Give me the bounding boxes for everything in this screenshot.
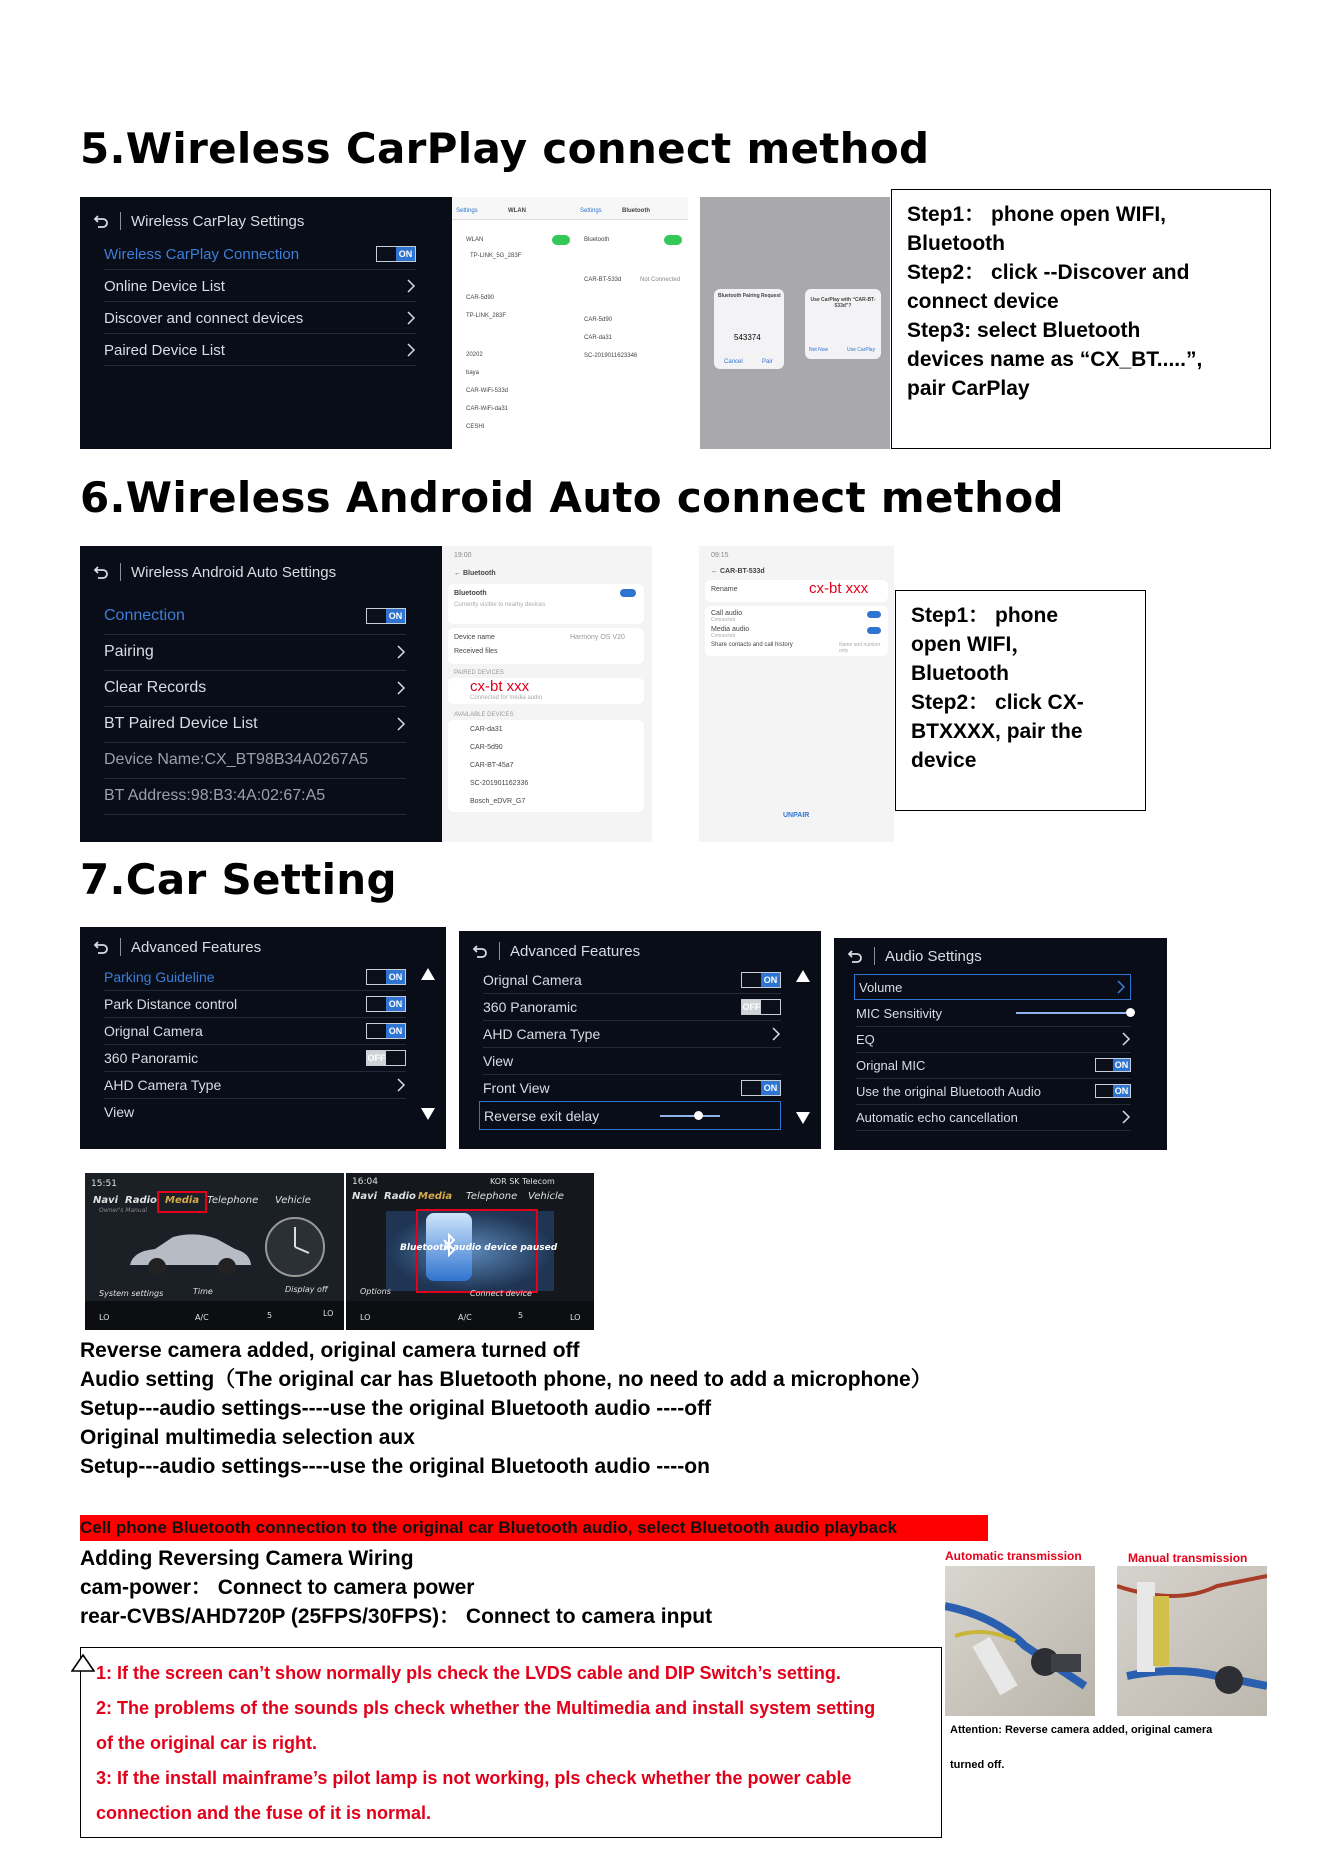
cancel-button[interactable]: Cancel xyxy=(724,359,743,365)
pairing-code: 543374 xyxy=(734,333,761,342)
panel-title-bar xyxy=(471,937,640,965)
bluetooth-toggle[interactable] xyxy=(664,235,682,245)
menu-vehicle[interactable]: Vehicle xyxy=(275,1195,311,1206)
orignal-camera-toggle[interactable]: ON xyxy=(366,1023,406,1039)
scroll-up-icon[interactable] xyxy=(795,969,811,983)
original-bt-audio-row[interactable]: Use the original Bluetooth Audio ON xyxy=(856,1078,1131,1105)
advanced-features-panel-1 xyxy=(80,927,446,1149)
step-line: BTXXXX, pair the xyxy=(911,720,1083,743)
list-item[interactable]: CAR-da31 xyxy=(470,726,503,733)
list-item[interactable]: CAR-WiFi-da31 xyxy=(466,406,509,412)
panel-title-bar xyxy=(92,933,261,961)
call-audio-row[interactable]: Call audio xyxy=(711,610,743,617)
note-line: Setup---audio settings----use the original Bluetooth audio ----off xyxy=(80,1397,712,1420)
ios-bluetooth-screenshot xyxy=(576,197,688,449)
step-line: Bluetooth xyxy=(911,662,1009,685)
display-off-button[interactable]: Display off xyxy=(285,1285,328,1294)
chevron-right-icon xyxy=(406,279,416,293)
step-line: open WIFI， xyxy=(911,633,1033,656)
step-line: Step2： click CX- xyxy=(911,691,1084,714)
orignal-camera-row[interactable]: Orignal Camera ON xyxy=(483,966,781,994)
park-distance-row[interactable]: Park Distance control ON xyxy=(104,990,406,1018)
list-item[interactable]: TP-LINK_5G_283F xyxy=(470,253,522,259)
car-media-screen-1: 15:51 Navi Radio Media Telephone Vehicle Owner's Manual System settings Time Display off LO A/C 5 LO xyxy=(85,1173,344,1330)
device-name-value: Harmony OS V20 xyxy=(570,634,625,641)
manual-transmission-label: Manual transmission xyxy=(1128,1551,1248,1565)
manual-transmission-wire-photo xyxy=(1117,1566,1267,1716)
chevron-right-icon xyxy=(396,681,406,695)
carplay-settings-panel xyxy=(80,197,452,449)
auto-transmission-wire-photo xyxy=(945,1566,1095,1716)
step-line: Step1： phone open WIFI, xyxy=(907,203,1166,226)
status-time: 19:00 xyxy=(454,552,472,559)
ios-wlan-screenshot xyxy=(452,197,576,449)
list-item[interactable]: CAR-WiFi-533d xyxy=(466,388,509,394)
visibility-text: Currently visible to nearby devices xyxy=(454,602,546,608)
volume-row[interactable]: Volume xyxy=(854,974,1131,1000)
paired-device-status: Connected for media audio xyxy=(470,695,543,701)
panel-title: Wireless Android Auto Settings xyxy=(131,563,337,581)
chevron-right-icon xyxy=(1121,1032,1131,1046)
status-time: 09:15 xyxy=(711,552,729,559)
front-view-toggle[interactable]: ON xyxy=(741,1080,781,1096)
nav-title: Bluetooth xyxy=(622,208,650,214)
note-line: Setup---audio settings----use the original Bluetooth audio ----on xyxy=(80,1455,710,1478)
panel-title-bar xyxy=(92,207,304,235)
list-item[interactable]: SC-201901162336 xyxy=(470,780,529,787)
panel-title-bar xyxy=(846,942,982,970)
online-device-list-row[interactable]: Online Device List xyxy=(104,271,416,302)
warning-line: 1: If the screen can’t show normally pls check the LVDS cable and DIP Switch’s setting. xyxy=(96,1663,841,1683)
menu-telephone[interactable]: Telephone xyxy=(466,1191,518,1202)
android-device-detail-screenshot: 09:15 ← CAR-BT-533d Rename cx-bt xxx Call audio Connected Media audio Connected Share contacts and call history Name and number only UNPAIR xyxy=(699,546,894,842)
front-view-row[interactable]: Front View ON xyxy=(483,1074,781,1102)
orignal-camera-row[interactable]: Orignal Camera ON xyxy=(104,1017,406,1045)
clock-dial-icon xyxy=(263,1215,327,1279)
carrier-text: KOR SK Telecom xyxy=(490,1177,555,1186)
list-item[interactable]: CAR-5d90 xyxy=(470,744,503,751)
section-header: PAIRED DEVICES xyxy=(454,670,504,676)
share-contacts-row[interactable]: Share contacts and call history xyxy=(711,642,793,648)
paired-device-list-row[interactable]: Paired Device List xyxy=(104,335,416,366)
panel-title: Audio Settings xyxy=(885,947,982,965)
connect-device-button[interactable]: Connect device xyxy=(470,1289,532,1298)
paired-device-name[interactable]: cx-bt xxx xyxy=(470,678,530,695)
park-distance-toggle[interactable]: ON xyxy=(366,996,406,1012)
media-audio-row[interactable]: Media audio xyxy=(711,626,750,633)
echo-cancellation-row[interactable]: Automatic echo cancellation xyxy=(856,1104,1131,1131)
menu-media[interactable]: Media xyxy=(418,1191,453,1202)
list-item[interactable]: CESHI xyxy=(466,424,485,430)
back-link[interactable]: Settings xyxy=(456,208,478,214)
back-icon[interactable] xyxy=(92,938,110,956)
warning-line: 3: If the install mainframe’s pilot lamp is not working, pls check whether the power cable xyxy=(96,1768,852,1788)
ahd-camera-type-row[interactable]: AHD Camera Type xyxy=(483,1020,781,1048)
step-line: pair CarPlay xyxy=(907,377,1030,400)
list-item[interactable]: Bosch_eDVR_G7 xyxy=(470,798,526,805)
chevron-right-icon xyxy=(396,717,406,731)
wiring-line: Adding Reversing Camera Wiring xyxy=(80,1547,414,1570)
warning-box xyxy=(80,1647,942,1838)
attention-note-2: turned off. xyxy=(950,1759,1005,1771)
orignal-mic-row[interactable]: Orignal MIC ON xyxy=(856,1052,1131,1079)
back-icon[interactable] xyxy=(846,947,864,965)
pairing-alert xyxy=(714,289,784,369)
scroll-up-icon[interactable] xyxy=(420,967,436,981)
carplay-steps-box xyxy=(891,189,1271,449)
alert-title: Bluetooth Pairing Request xyxy=(718,293,781,299)
menu-radio[interactable]: Radio xyxy=(384,1191,416,1202)
system-settings-button[interactable]: System settings xyxy=(99,1289,164,1298)
pairing-row[interactable]: Pairing xyxy=(104,634,406,671)
note-line: Original multimedia selection aux xyxy=(80,1426,415,1449)
mic-sensitivity-slider[interactable] xyxy=(1016,1012,1131,1014)
panoramic-toggle[interactable]: OFF xyxy=(741,999,781,1015)
warning-line: of the original car is right. xyxy=(96,1733,318,1753)
note-line: Reverse camera added, original camera turned off xyxy=(80,1339,580,1362)
device-name-row: Device Name:CX_BT98B34A0267A5 xyxy=(104,742,406,779)
audio-settings-panel xyxy=(834,938,1167,1150)
panel-title-bar xyxy=(92,558,336,586)
connection-row[interactable]: Connection ON xyxy=(104,598,406,635)
ios-pairing-screenshot xyxy=(700,197,795,449)
parking-guideline-toggle[interactable]: ON xyxy=(366,969,406,985)
chevron-right-icon xyxy=(1121,1110,1131,1124)
clock: 15:51 xyxy=(91,1179,117,1189)
discover-devices-row[interactable]: Discover and connect devices xyxy=(104,303,416,334)
panel-title: Wireless CarPlay Settings xyxy=(131,212,305,230)
menu-media[interactable]: Media xyxy=(165,1195,200,1206)
list-item: WLAN xyxy=(466,237,484,243)
wireless-carplay-toggle[interactable]: ON xyxy=(376,246,416,262)
connection-toggle[interactable]: ON xyxy=(366,608,406,624)
view-row[interactable]: View xyxy=(483,1047,781,1075)
warning-line: connection and the fuse of it is normal. xyxy=(96,1803,432,1823)
step-line: device xyxy=(911,749,977,772)
advanced-features-panel-2 xyxy=(459,931,821,1149)
screen-title: ← Bluetooth xyxy=(454,570,496,577)
menu-navi[interactable]: Navi xyxy=(352,1191,378,1202)
android-auto-settings-panel xyxy=(80,546,442,842)
panoramic-toggle[interactable]: OFF xyxy=(366,1050,406,1066)
unpair-button[interactable]: UNPAIR xyxy=(783,812,810,819)
section-6-title: 6.Wireless Android Auto connect method xyxy=(80,473,1064,522)
setting-notes xyxy=(80,1336,1040,1481)
original-bt-audio-toggle[interactable]: ON xyxy=(1095,1084,1131,1098)
chevron-right-icon xyxy=(406,311,416,325)
screen-title: ← CAR-BT-533d xyxy=(711,568,765,575)
step-line: Step1： phone xyxy=(911,604,1059,627)
bluetooth-toggle[interactable] xyxy=(620,589,636,597)
menu-navi[interactable]: Navi xyxy=(93,1195,119,1206)
attention-note-1: Attention: Reverse camera added, original camera xyxy=(950,1724,1213,1736)
panoramic-row[interactable]: 360 Panoramic OFF xyxy=(104,1044,406,1072)
list-item[interactable]: SC-2019011623346 xyxy=(584,353,638,359)
car-illustration-icon xyxy=(125,1221,255,1279)
section-header: AVAILABLE DEVICES xyxy=(454,712,514,718)
chevron-right-icon xyxy=(1116,980,1126,994)
step-line: devices name as “CX_BT.....”, xyxy=(907,348,1203,371)
wiring-line: rear-CVBS/AHD720P (25FPS/30FPS)： Connect to camera input xyxy=(80,1605,713,1628)
wiring-notes xyxy=(80,1544,940,1631)
highlight-note: Cell phone Bluetooth connection to the original car Bluetooth audio, select Bluetooth audio playback xyxy=(80,1515,988,1541)
list-item[interactable]: CAR-5d90 xyxy=(584,317,613,323)
note-line: Audio setting（The original car has Bluetooth phone, no need to add a microphone） xyxy=(80,1368,932,1391)
wiring-line: cam-power： Connect to camera power xyxy=(80,1576,475,1599)
step-line: Step2： click --Discover and xyxy=(907,261,1190,284)
playback-status: Bluetooth audio device paused xyxy=(400,1243,558,1253)
menu-telephone[interactable]: Telephone xyxy=(207,1195,259,1206)
received-files[interactable]: Received files xyxy=(454,648,498,655)
panel-title: Advanced Features xyxy=(131,938,262,956)
step-line: connect device xyxy=(907,290,1059,313)
warning-triangle-icon xyxy=(71,1654,95,1672)
ahd-camera-type-row[interactable]: AHD Camera Type xyxy=(104,1071,406,1099)
bt-paired-device-list-row[interactable]: BT Paired Device List xyxy=(104,706,406,743)
alert-title: Use CarPlay with “CAR-BT-533d”? xyxy=(810,297,876,309)
rename-label[interactable]: Rename xyxy=(711,586,738,593)
panoramic-row[interactable]: 360 Panoramic OFF xyxy=(483,993,781,1021)
pair-button[interactable]: Pair xyxy=(762,359,773,365)
wlan-toggle[interactable] xyxy=(552,235,570,245)
back-link[interactable]: Settings xyxy=(580,208,602,214)
chevron-right-icon xyxy=(771,1027,781,1041)
media-audio-toggle[interactable] xyxy=(867,627,881,634)
eq-row[interactable]: EQ xyxy=(856,1026,1131,1053)
list-item: Bluetooth xyxy=(584,237,610,243)
options-button[interactable]: Options xyxy=(360,1287,391,1296)
use-carplay-button[interactable]: Use CarPlay xyxy=(847,347,876,353)
call-audio-toggle[interactable] xyxy=(867,611,881,618)
bt-address-row: BT Address:98:B3:4A:02:67:A5 xyxy=(104,778,406,815)
back-icon[interactable] xyxy=(471,942,489,960)
mic-sensitivity-row[interactable]: MIC Sensitivity xyxy=(856,1000,1131,1027)
step-line: Step3: select Bluetooth xyxy=(907,319,1141,342)
menu-radio[interactable]: Radio xyxy=(125,1195,157,1206)
scroll-down-icon[interactable] xyxy=(420,1107,436,1121)
car-media-screen-2: 16:04 KOR SK Telecom Navi Radio Media Telephone Vehicle Bluetooth audio device paused Options Connect device LO A/C 5 LO xyxy=(346,1173,594,1330)
status-text: Not Connected xyxy=(640,277,681,283)
view-row[interactable]: View xyxy=(104,1103,135,1120)
section-7-title: 7.Car Setting xyxy=(80,855,397,904)
list-item[interactable]: baya xyxy=(466,370,480,376)
back-icon[interactable] xyxy=(92,212,110,230)
warning-line: 2: The problems of the sounds pls check whether the Multimedia and install system setting xyxy=(96,1698,876,1718)
reverse-exit-delay-row[interactable]: Reverse exit delay xyxy=(479,1101,781,1130)
bluetooth-label: Bluetooth xyxy=(454,590,487,597)
chevron-right-icon xyxy=(396,1078,406,1092)
list-item[interactable]: 20202 xyxy=(466,352,483,358)
list-item[interactable]: CAR-BT-533d xyxy=(584,277,622,283)
chevron-right-icon xyxy=(406,343,416,357)
list-item[interactable]: CAR-BT-45a7 xyxy=(470,762,514,769)
scroll-down-icon[interactable] xyxy=(795,1111,811,1125)
device-name-value: cx-bt xxx xyxy=(809,580,869,597)
list-item[interactable]: CAR-5d90 xyxy=(466,295,495,301)
not-now-button[interactable]: Not Now xyxy=(809,347,829,353)
list-item[interactable]: TP-LINK_283F xyxy=(466,313,507,319)
section-5-title: 5.Wireless CarPlay connect method xyxy=(80,124,930,173)
list-item[interactable]: CAR-da31 xyxy=(584,335,613,341)
android-bluetooth-screenshot xyxy=(442,546,652,842)
clock: 16:04 xyxy=(352,1177,378,1187)
device-name-label[interactable]: Device name xyxy=(454,634,495,641)
wireless-carplay-connection-row[interactable]: Wireless CarPlay Connection ON xyxy=(104,239,416,270)
orignal-camera-toggle[interactable]: ON xyxy=(741,972,781,988)
step-line: Bluetooth xyxy=(907,232,1005,255)
android-auto-steps-box xyxy=(895,590,1146,811)
orignal-mic-toggle[interactable]: ON xyxy=(1095,1058,1131,1072)
menu-vehicle[interactable]: Vehicle xyxy=(528,1191,564,1202)
back-icon[interactable] xyxy=(92,563,110,581)
delay-slider[interactable] xyxy=(660,1115,720,1117)
chevron-right-icon xyxy=(396,645,406,659)
panel-title: Advanced Features xyxy=(510,942,641,960)
clear-records-row[interactable]: Clear Records xyxy=(104,670,406,707)
nav-title: WLAN xyxy=(508,208,526,214)
auto-transmission-label: Automatic transmission xyxy=(945,1549,1082,1563)
ios-use-carplay-screenshot xyxy=(795,197,890,449)
time-button[interactable]: Time xyxy=(193,1287,213,1296)
parking-guideline-row[interactable]: Parking Guideline ON xyxy=(104,963,406,991)
